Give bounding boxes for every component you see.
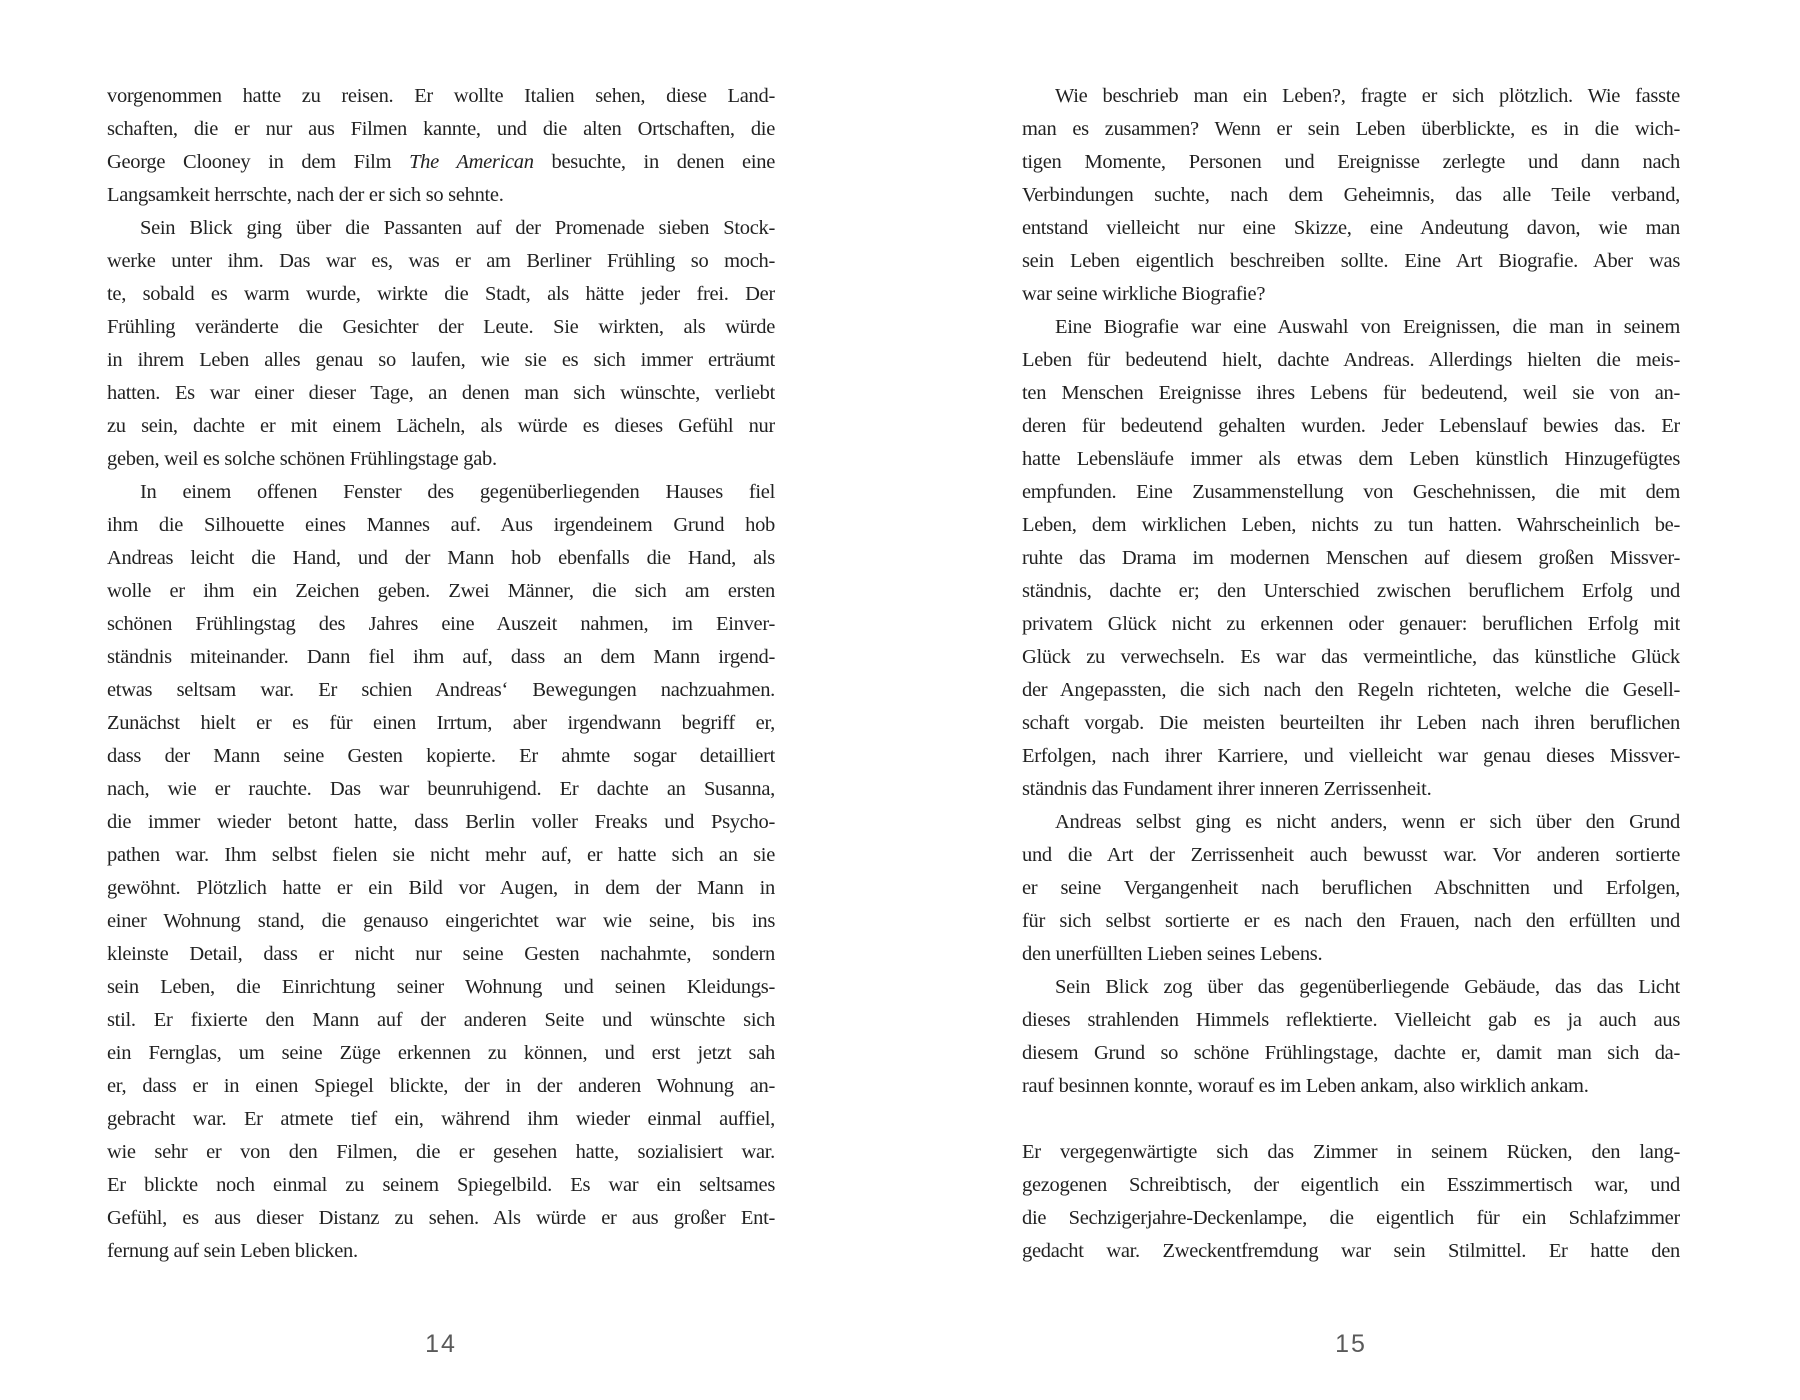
text-line: Langsamkeit herrschte, nach der er sich so sehnte.	[107, 184, 504, 206]
text-line: wolle er ihm ein Zeichen geben. Zwei Männer, die sich am ersten	[107, 580, 775, 602]
italic-film-title: The American	[409, 151, 534, 173]
page-number-left: 14	[425, 1330, 457, 1358]
text-line: schaften, die er nur aus Filmen kannte, und die alten Ortschaften, die	[107, 118, 775, 140]
text-line: rauf besinnen konnte, worauf es im Leben ankam, also wirklich ankam.	[1022, 1075, 1589, 1097]
text-line: ständnis miteinander. Dann fiel ihm auf, dass an dem Mann irgend-	[107, 646, 775, 668]
text-line: Er vergegenwärtigte sich das Zimmer in seinem Rücken, den lang-	[1022, 1141, 1680, 1163]
text-line: Gefühl, es aus dieser Distanz zu sehen. Als würde er aus großer Ent-	[107, 1207, 775, 1229]
text-line: war seine wirkliche Biografie?	[1022, 283, 1266, 305]
text-line: Sein Blick zog über das gegenüberliegende Gebäude, das das Licht	[1055, 976, 1680, 998]
text-line: George Clooney in dem Film The American besuchte, in denen eine	[107, 151, 775, 173]
text-line: einer Wohnung stand, die genauso eingerichtet war wie seine, bis ins	[107, 910, 775, 932]
text-line: geben, weil es solche schönen Frühlingstage gab.	[107, 448, 497, 470]
text-line: Zunächst hielt er es für einen Irrtum, aber irgendwann begriff er,	[107, 712, 775, 734]
text-line: Verbindungen suchte, nach dem Geheimnis, das alle Teile verband,	[1022, 184, 1680, 206]
text-line: In einem offenen Fenster des gegenüberliegenden Hauses fiel	[140, 481, 775, 503]
text-line: schaft vorgab. Die meisten beurteilten ihr Leben nach ihren beruflichen	[1022, 712, 1680, 734]
page-left-text-column	[107, 80, 775, 1268]
text-line: ihm die Silhouette eines Mannes auf. Aus irgendeinem Grund hob	[107, 514, 775, 536]
text-line: gedacht war. Zweckentfremdung war sein Stilmittel. Er hatte den	[1022, 1240, 1680, 1262]
text-line: ständnis das Fundament ihrer inneren Zerrissenheit.	[1022, 778, 1432, 800]
text-line: er, dass er in einen Spiegel blickte, der in der anderen Wohnung an-	[107, 1075, 775, 1097]
text-line: stil. Er fixierte den Mann auf der anderen Seite und wünschte sich	[107, 1009, 775, 1031]
text-line: ruhte das Drama im modernen Menschen auf diesem großen Missver-	[1022, 547, 1680, 569]
text-line: Frühling veränderte die Gesichter der Leute. Sie wirkten, als würde	[107, 316, 775, 338]
text-line: diesem Grund so schöne Frühlingstage, dachte er, damit man sich da-	[1022, 1042, 1680, 1064]
text-line: nach, wie er rauchte. Das war beunruhigend. Er dachte an Susanna,	[107, 778, 775, 800]
text-line: wie sehr er von den Filmen, die er gesehen hatte, sozialisiert war.	[107, 1141, 775, 1163]
text-line: te, sobald es warm wurde, wirkte die Stadt, als hätte jeder frei. Der	[107, 283, 775, 305]
text-line: den unerfüllten Lieben seines Lebens.	[1022, 943, 1323, 965]
text-line: gewöhnt. Plötzlich hatte er ein Bild vor Augen, in dem der Mann in	[107, 877, 775, 899]
text-line: Sein Blick ging über die Passanten auf der Promenade sieben Stock-	[140, 217, 775, 239]
text-line: zu sein, dachte er mit einem Lächeln, als würde es dieses Gefühl nur	[107, 415, 775, 437]
text-line: er seine Vergangenheit nach beruflichen Abschnitten und Erfolgen,	[1022, 877, 1680, 899]
text-line: Leben für bedeutend hielt, dachte Andreas. Allerdings hielten die meis-	[1022, 349, 1680, 371]
text-line: man es zusammen? Wenn er sein Leben überblickte, es in die wich-	[1022, 118, 1680, 140]
text-line: kleinste Detail, dass er nicht nur seine Gesten nachahmte, sondern	[107, 943, 775, 965]
text-line: schönen Frühlingstag des Jahres eine Auszeit nahmen, im Einver-	[107, 613, 775, 635]
text-line: vorgenommen hatte zu reisen. Er wollte Italien sehen, diese Land-	[107, 85, 775, 107]
text-line: empfunden. Eine Zusammenstellung von Geschehnissen, die mit dem	[1022, 481, 1680, 503]
text-line: gezogenen Schreibtisch, der eigentlich ein Esszimmertisch war, und	[1022, 1174, 1680, 1196]
text-line: in ihrem Leben alles genau so laufen, wie sie es sich immer erträumt	[107, 349, 775, 371]
text-line: privatem Glück nicht zu erkennen oder genauer: beruflichen Erfolg mit	[1022, 613, 1680, 635]
text-line: etwas seltsam war. Er schien Andreas‘ Bewegungen nachzuahmen.	[107, 679, 775, 701]
text-line: Eine Biografie war eine Auswahl von Ereignissen, die man in seinem	[1055, 316, 1680, 338]
text-line: Andreas selbst ging es nicht anders, wenn er sich über den Grund	[1055, 811, 1680, 833]
text-line: ten Menschen Ereignisse ihres Lebens für bedeutend, weil sie von an-	[1022, 382, 1680, 404]
text-line: sein Leben eigentlich beschreiben sollte. Eine Art Biografie. Aber was	[1022, 250, 1680, 272]
text-line: pathen war. Ihm selbst fielen sie nicht mehr auf, er hatte sich an sie	[107, 844, 775, 866]
text-line: Andreas leicht die Hand, und der Mann hob ebenfalls die Hand, als	[107, 547, 775, 569]
text-line: entstand vielleicht nur eine Skizze, eine Andeutung davon, wie man	[1022, 217, 1680, 239]
blank-line	[1022, 1103, 1680, 1136]
text-line: Leben, dem wirklichen Leben, nichts zu tun hatten. Wahrscheinlich be-	[1022, 514, 1680, 536]
text-line: der Angepassten, die sich nach den Regeln richteten, welche die Gesell-	[1022, 679, 1680, 701]
text-line: Erfolgen, nach ihrer Karriere, und vielleicht war genau dieses Missver-	[1022, 745, 1680, 767]
text-line: Wie beschrieb man ein Leben?, fragte er sich plötzlich. Wie fasste	[1055, 85, 1680, 107]
text-line: werke unter ihm. Das war es, was er am Berliner Frühling so moch-	[107, 250, 775, 272]
text-line: tigen Momente, Personen und Ereignisse zerlegte und dann nach	[1022, 151, 1680, 173]
text-line: deren für bedeutend gehalten wurden. Jeder Lebenslauf bewies das. Er	[1022, 415, 1680, 437]
text-line: die immer wieder betont hatte, dass Berlin voller Freaks und Psycho-	[107, 811, 775, 833]
text-line: hatten. Es war einer dieser Tage, an denen man sich wünschte, verliebt	[107, 382, 775, 404]
text-line: ein Fernglas, um seine Züge erkennen zu können, und erst jetzt sah	[107, 1042, 775, 1064]
text-line: hatte Lebensläufe immer als etwas dem Leben künstlich Hinzugefügtes	[1022, 448, 1680, 470]
text-line: Er blickte noch einmal zu seinem Spiegelbild. Es war ein seltsames	[107, 1174, 775, 1196]
text-line: gebracht war. Er atmete tief ein, während ihm wieder einmal auffiel,	[107, 1108, 775, 1130]
page-number-right: 15	[1335, 1330, 1367, 1358]
text-line: Glück zu verwechseln. Es war das vermeintliche, das künstliche Glück	[1022, 646, 1680, 668]
text-line: fernung auf sein Leben blicken.	[107, 1240, 358, 1262]
text-line: dieses strahlenden Himmels reflektierte. Vielleicht gab es ja auch aus	[1022, 1009, 1680, 1031]
text-line: und die Art der Zerrissenheit auch bewusst war. Vor anderen sortierte	[1022, 844, 1680, 866]
text-line: dass der Mann seine Gesten kopierte. Er ahmte sogar detailliert	[107, 745, 775, 767]
page-right-text-column	[1022, 80, 1680, 1268]
text-line: ständnis, dachte er; den Unterschied zwischen beruflichem Erfolg und	[1022, 580, 1680, 602]
text-line: die Sechzigerjahre-Deckenlampe, die eigentlich für ein Schlafzimmer	[1022, 1207, 1680, 1229]
text-line: für sich selbst sortierte er es nach den Frauen, nach den erfüllten und	[1022, 910, 1680, 932]
text-line: sein Leben, die Einrichtung seiner Wohnung und seinen Kleidungs-	[107, 976, 775, 998]
